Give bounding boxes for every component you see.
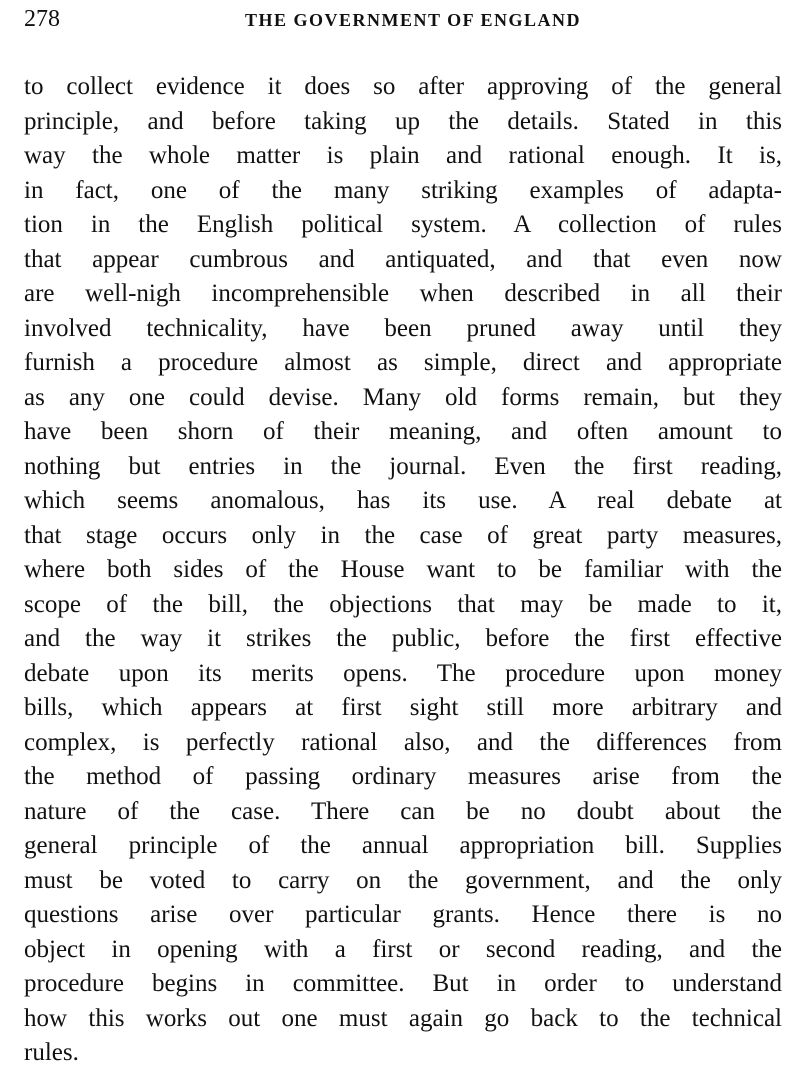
running-title: THE GOVERNMENT OF ENGLAND xyxy=(244,10,582,30)
text-line: that stage occurs only in the case of great party measures, xyxy=(24,521,782,549)
text-line: and the way it strikes the public, before the first effective xyxy=(24,625,782,652)
text-line: which seems anomalous, has its use. A real debate at xyxy=(24,487,782,514)
text-line-last: rules. xyxy=(24,1039,79,1066)
text-line: scope of the bill, the objections that may be made to it, xyxy=(24,590,782,618)
text-line: procedure begins in committee. But in order to understand xyxy=(24,970,782,997)
text-line: principle, and before taking up the details. Stated in this xyxy=(24,107,782,135)
text-line: are well-nigh incomprehensible when described in all their xyxy=(24,280,782,307)
text-line: tion in the English political system. A collection of rules xyxy=(24,211,782,238)
text-line: complex, is perfectly rational also, and the differences from xyxy=(24,728,782,756)
body-paragraph xyxy=(24,70,782,1071)
page-number: 278 xyxy=(24,6,60,32)
text-line: nothing but entries in the journal. Even the first reading, xyxy=(24,452,782,480)
text-line: in fact, one of the many striking examples of adapta- xyxy=(24,176,782,204)
text-line: the method of passing ordinary measures arise from the xyxy=(24,763,782,790)
text-line: to collect evidence it does so after approving of the general xyxy=(24,73,782,100)
text-line: as any one could devise. Many old forms remain, but they xyxy=(24,383,782,411)
text-line: have been shorn of their meaning, and often amount to xyxy=(24,418,782,445)
text-line: furnish a procedure almost as simple, direct and appropriate xyxy=(24,349,782,376)
running-head xyxy=(24,4,782,34)
text-line: bills, which appears at first sight still more arbitrary and xyxy=(24,694,782,721)
text-line: involved technicality, have been pruned away until they xyxy=(24,314,782,342)
text-line: general principle of the annual appropriation bill. Supplies xyxy=(24,832,782,859)
text-line: how this works out one must again go back to the technical xyxy=(24,1004,782,1032)
text-line: must be voted to carry on the government, and the only xyxy=(24,866,782,894)
text-line: way the whole matter is plain and rational enough. It is, xyxy=(24,142,782,169)
text-line: that appear cumbrous and antiquated, and that even now xyxy=(24,245,782,273)
text-line: nature of the case. There can be no doubt about the xyxy=(24,797,782,825)
text-line: object in opening with a first or second reading, and the xyxy=(24,935,782,963)
text-line: debate upon its merits opens. The procedure upon money xyxy=(24,659,782,687)
text-line: questions arise over particular grants. Hence there is no xyxy=(24,901,782,928)
text-line: where both sides of the House want to be familiar with the xyxy=(24,556,782,583)
